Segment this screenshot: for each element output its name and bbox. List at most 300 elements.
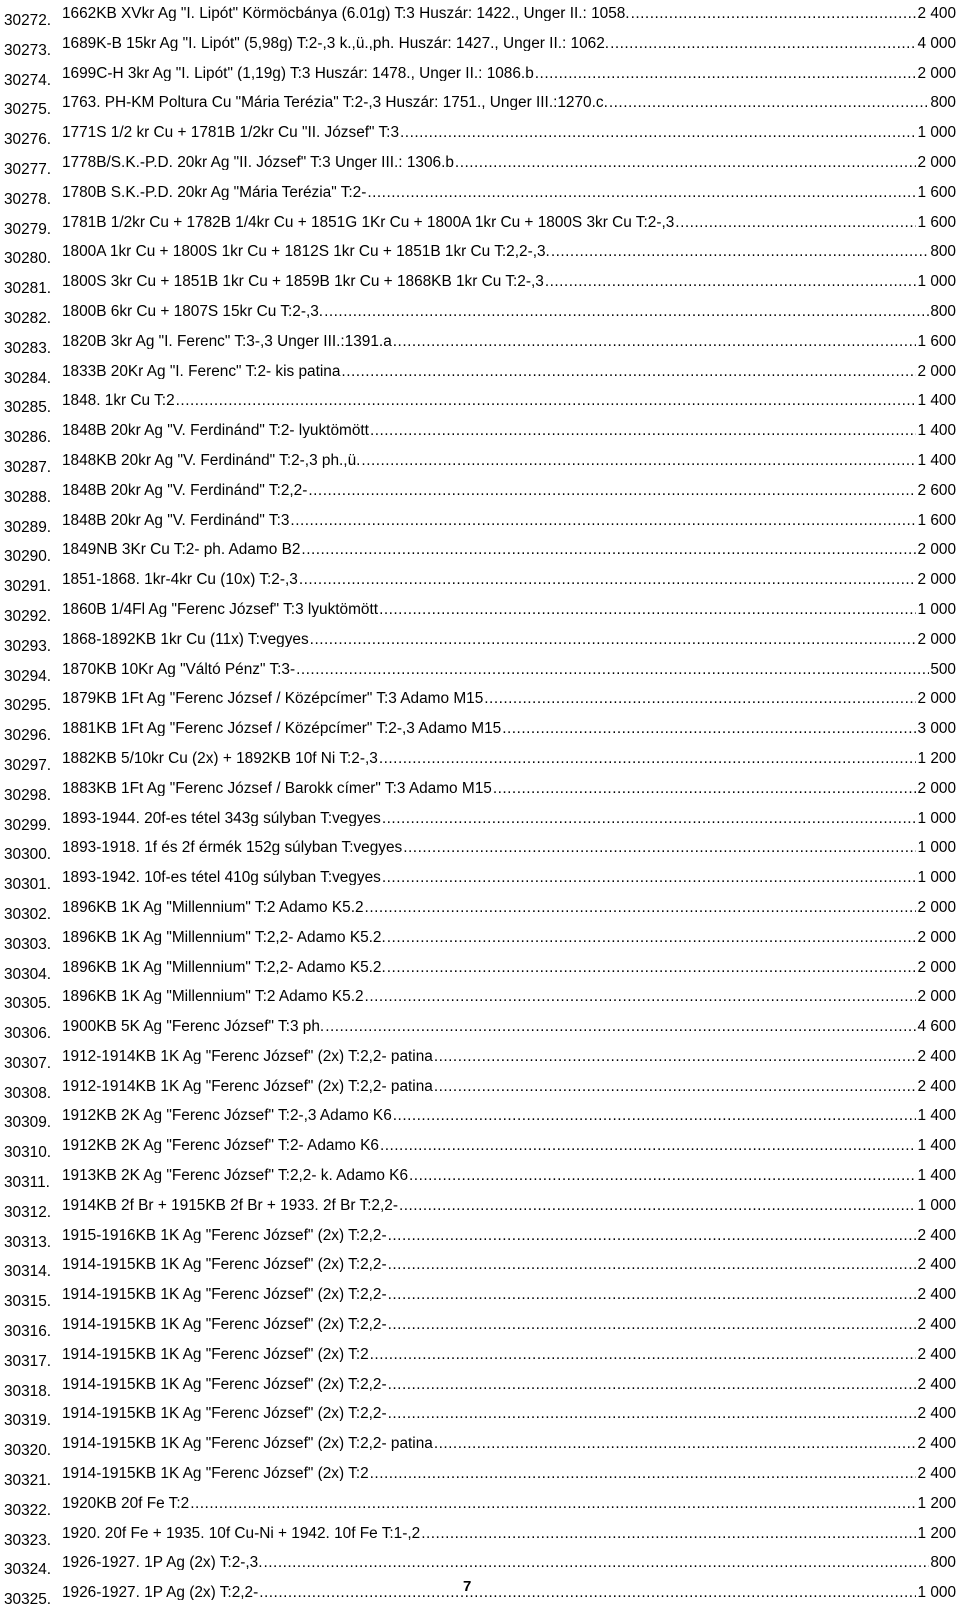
lot-price: 1 000: [917, 274, 956, 290]
lot-price: 1 600: [917, 512, 956, 528]
lot-number: 30282.: [4, 309, 52, 327]
lot-price: 1 000: [917, 840, 956, 856]
lot-price: 800: [930, 95, 956, 111]
lot-number: 30308.: [4, 1084, 52, 1102]
lot-row: [4, 358, 956, 388]
lot-row: [4, 596, 956, 626]
leader-dots: [610, 36, 916, 51]
lot-description: 1926-1927. 1P Ag (2x) T:2,2-: [62, 1585, 259, 1601]
lot-row: [4, 328, 956, 358]
lot-entry: [62, 1377, 956, 1392]
lot-row: [4, 626, 956, 656]
lot-row: [4, 1460, 956, 1490]
lot-price: 2 400: [917, 1287, 956, 1303]
lot-entry: [62, 721, 956, 736]
leader-dots: [299, 572, 917, 587]
lot-price: 2 400: [917, 1048, 956, 1064]
lot-number: 30294.: [4, 667, 52, 685]
lot-price: 1 400: [917, 393, 956, 409]
lot-number: 30275.: [4, 101, 52, 119]
lot-entry: [62, 125, 956, 140]
lot-row: [4, 30, 956, 60]
lot-row: [4, 745, 956, 775]
lot-price: 2 400: [917, 1078, 956, 1094]
lot-number: 30281.: [4, 280, 52, 298]
lot-description: 1893-1944. 20f-es tétel 343g súlyban T:vegyes: [62, 810, 381, 826]
lot-row: [4, 477, 956, 507]
lot-description: 1868-1892KB 1kr Cu (11x) T:vegyes: [62, 631, 309, 647]
lot-number: 30299.: [4, 816, 52, 834]
lot-row: [4, 1311, 956, 1341]
leader-dots: [370, 1347, 917, 1362]
lot-entry: [62, 1526, 956, 1541]
lot-number: 30314.: [4, 1263, 52, 1281]
lot-row: [4, 834, 956, 864]
lot-price: 2 400: [917, 1317, 956, 1333]
lot-number: 30292.: [4, 607, 52, 625]
lot-entry: [62, 870, 956, 885]
leader-dots: [434, 1436, 917, 1451]
lot-entry: [62, 215, 956, 230]
lot-price: 1 000: [917, 601, 956, 617]
lot-price: 1 600: [917, 333, 956, 349]
lot-description: 1689K-B 15kr Ag "I. Lipót" (5,98g) T:2-,3 k.,ü.,ph. Huszár: 1427., Unger II.: 1062.: [62, 35, 610, 51]
lot-number: 30322.: [4, 1501, 52, 1519]
lot-price: 2 400: [917, 1406, 956, 1422]
leader-dots: [370, 423, 917, 438]
leader-dots: [631, 6, 917, 21]
lot-price: 1 200: [917, 750, 956, 766]
leader-dots: [493, 781, 917, 796]
lot-number: 30303.: [4, 935, 52, 953]
lot-price: 4 000: [917, 35, 956, 51]
lot-row: [4, 119, 956, 149]
lot-number: 30311.: [4, 1174, 50, 1192]
lot-number: 30306.: [4, 1025, 52, 1043]
leader-dots: [382, 811, 917, 826]
leader-dots: [190, 1496, 916, 1511]
leader-dots: [484, 691, 916, 706]
lot-description: 1833B 20Kr Ag "I. Ferenc" T:2- kis patina: [62, 363, 341, 379]
leader-dots: [388, 1287, 917, 1302]
lot-entry: [62, 1138, 956, 1153]
lot-description: 1848B 20kr Ag "V. Ferdinánd" T:2- lyuktömött: [62, 423, 369, 439]
lot-description: 1780B S.K.-P.D. 20kr Ag "Mária Terézia" T:2-: [62, 184, 367, 200]
lot-row: [4, 1073, 956, 1103]
lot-description: 1896KB 1K Ag "Millennium" T:2,2- Adamo K5.2.: [62, 959, 386, 975]
lot-description: 1699C-H 3kr Ag "I. Lipót" (1,19g) T:3 Huszár: 1478., Unger II.: 1086.b: [62, 65, 534, 81]
lot-row: [4, 1281, 956, 1311]
lot-number: 30280.: [4, 250, 52, 268]
leader-dots: [551, 244, 930, 259]
lot-entry: [62, 1019, 956, 1034]
lot-price: 2 400: [917, 6, 956, 21]
lot-description: 1820B 3kr Ag "I. Ferenc" T:3-,3 Unger III.:1391.a: [62, 333, 392, 349]
lot-entry: [62, 1079, 956, 1094]
lot-price: 1 200: [917, 1495, 956, 1511]
lot-entry: [62, 1436, 956, 1451]
lot-number: 30273.: [4, 41, 52, 59]
lot-price: 2 400: [917, 1257, 956, 1273]
lot-row: [4, 447, 956, 477]
lot-entry: [62, 930, 956, 945]
leader-dots: [393, 334, 917, 349]
leader-dots: [367, 185, 916, 200]
lot-number: 30319.: [4, 1412, 52, 1430]
lot-entry: [62, 36, 956, 51]
lot-row: [4, 805, 956, 835]
lot-row: [4, 983, 956, 1013]
lot-price: 3 000: [917, 721, 956, 737]
lot-description: 1893-1942. 10f-es tétel 410g súlyban T:vegyes: [62, 870, 381, 886]
leader-dots: [399, 1198, 917, 1213]
lot-description: 1914-1915KB 1K Ag "Ferenc József" (2x) T:2,2-: [62, 1287, 387, 1303]
lot-entry: [62, 602, 956, 617]
lot-number: 30298.: [4, 786, 52, 804]
lot-number: 30321.: [4, 1472, 52, 1490]
leader-dots: [296, 662, 929, 677]
lot-price: 2 000: [917, 899, 956, 915]
lot-number: 30315.: [4, 1293, 52, 1311]
lot-description: 1763. PH-KM Poltura Cu "Mária Terézia" T:2-,3 Huszár: 1751., Unger III.:1270.c.: [62, 95, 608, 111]
leader-dots: [535, 66, 917, 81]
lot-price: 2 400: [917, 1436, 956, 1452]
lot-price: 1 000: [917, 125, 956, 141]
lot-row: [4, 1251, 956, 1281]
leader-dots: [379, 751, 917, 766]
lot-price: 500: [930, 661, 956, 677]
leader-dots: [310, 632, 917, 647]
page-number: 7: [463, 1578, 472, 1595]
lot-entry: [62, 185, 956, 200]
lot-row: [4, 507, 956, 537]
lot-entry: [62, 453, 956, 468]
lot-number: 30290.: [4, 548, 52, 566]
lot-price: 2 000: [917, 65, 956, 81]
lot-entry: [62, 1108, 956, 1123]
lot-price: 2 000: [917, 154, 956, 170]
leader-dots: [388, 1257, 917, 1272]
lot-row: [4, 0, 956, 30]
lot-number: 30279.: [4, 220, 52, 238]
lot-number: 30320.: [4, 1442, 52, 1460]
lot-entry: [62, 1347, 956, 1362]
leader-dots: [324, 304, 929, 319]
leader-dots: [609, 95, 929, 110]
lot-row: [4, 954, 956, 984]
lot-number: 30305.: [4, 995, 52, 1013]
lot-row: [4, 1162, 956, 1192]
leader-dots: [380, 1138, 917, 1153]
leader-dots: [545, 274, 917, 289]
lot-price: 1 400: [917, 1108, 956, 1124]
leader-dots: [434, 1079, 917, 1094]
lot-description: 1771S 1/2 kr Cu + 1781B 1/2kr Cu "II. József" T:3: [62, 125, 400, 141]
lot-number: 30278.: [4, 190, 52, 208]
lot-description: 1893-1918. 1f és 2f érmék 152g súlyban T:vegyes: [62, 840, 403, 856]
lot-description: 1914KB 2f Br + 1915KB 2f Br + 1933. 2f Br T:2,2-: [62, 1197, 398, 1213]
lot-entry: [62, 95, 956, 110]
lot-row: [4, 1400, 956, 1430]
lot-entry: [62, 840, 956, 855]
lot-price: 1 000: [917, 810, 956, 826]
lot-row: [4, 298, 956, 328]
lot-price: 2 400: [917, 1227, 956, 1243]
lot-description: 1900KB 5K Ag "Ferenc József" T:3 ph.: [62, 1019, 325, 1035]
lot-description: 1913KB 2K Ag "Ferenc József" T:2,2- k. Adamo K6: [62, 1168, 409, 1184]
lot-entry: [62, 513, 956, 528]
lot-price: 4 600: [917, 1019, 956, 1035]
leader-dots: [502, 721, 916, 736]
lot-row: [4, 89, 956, 119]
lot-row: [4, 1043, 956, 1073]
lot-number: 30283.: [4, 339, 52, 357]
leader-dots: [675, 215, 916, 230]
lot-price: 2 400: [917, 1346, 956, 1362]
lot-entry: [62, 1555, 956, 1570]
leader-dots: [388, 1228, 917, 1243]
lot-description: 1915-1916KB 1K Ag "Ferenc József" (2x) T:2,2-: [62, 1227, 387, 1243]
lot-entry: [62, 66, 956, 81]
lot-description: 1920KB 20f Fe T:2: [62, 1495, 190, 1511]
lot-entry: [62, 274, 956, 289]
lot-description: 1914-1915KB 1K Ag "Ferenc József" (2x) T:2,2-: [62, 1376, 387, 1392]
lot-description: 1879KB 1Ft Ag "Ferenc József / Középcímer" T:3 Adamo M15: [62, 691, 484, 707]
lot-description: 1849NB 3Kr Cu T:2- ph. Adamo B2: [62, 542, 301, 558]
lot-row: [4, 1549, 956, 1579]
lot-number: 30293.: [4, 637, 52, 655]
lot-entry: [62, 811, 956, 826]
lot-description: 1914-1915KB 1K Ag "Ferenc József" (2x) T:2,2- patina: [62, 1436, 433, 1452]
lot-row: [4, 1371, 956, 1401]
lot-description: 1883KB 1Ft Ag "Ferenc József / Barokk címer" T:3 Adamo M15: [62, 780, 492, 796]
leader-dots: [370, 1466, 917, 1481]
lot-row: [4, 775, 956, 805]
lot-row: [4, 566, 956, 596]
lot-description: 1926-1927. 1P Ag (2x) T:2-,3.: [62, 1555, 263, 1571]
lot-row: [4, 179, 956, 209]
lot-number: 30296.: [4, 727, 52, 745]
lot-row: [4, 864, 956, 894]
lot-number: 30285.: [4, 399, 52, 417]
lot-description: 1851-1868. 1kr-4kr Cu (10x) T:2-,3: [62, 572, 298, 588]
lot-entry: [62, 572, 956, 587]
leader-dots: [264, 1555, 930, 1570]
leader-dots: [403, 840, 916, 855]
leader-dots: [434, 1049, 917, 1064]
lot-description: 1848KB 20kr Ag "V. Ferdinánd" T:2-,3 ph.,ü.: [62, 452, 361, 468]
leader-dots: [400, 125, 916, 140]
lot-description: 1914-1915KB 1K Ag "Ferenc József" (2x) T:2: [62, 1346, 369, 1362]
lot-price: 2 000: [917, 363, 956, 379]
lot-entry: [62, 1228, 956, 1243]
lot-entry: [62, 1406, 956, 1421]
lot-row: [4, 417, 956, 447]
lot-entry: [62, 1257, 956, 1272]
lot-price: 1 400: [917, 1168, 956, 1184]
lot-entry: [62, 304, 956, 319]
lot-row: [4, 1192, 956, 1222]
leader-dots: [301, 542, 916, 557]
lot-number: 30307.: [4, 1054, 52, 1072]
leader-dots: [379, 602, 916, 617]
lot-row: [4, 1102, 956, 1132]
lot-description: 1914-1915KB 1K Ag "Ferenc József" (2x) T:2,2-: [62, 1406, 387, 1422]
leader-dots: [361, 453, 916, 468]
lot-price: 1 200: [917, 1525, 956, 1541]
lot-number: 30316.: [4, 1323, 52, 1341]
lot-description: 1882KB 5/10kr Cu (2x) + 1892KB 10f Ni T:2-,3: [62, 750, 378, 766]
lot-entry: [62, 781, 956, 796]
lot-entry: [62, 393, 956, 408]
leader-dots: [387, 960, 917, 975]
lot-row: [4, 1490, 956, 1520]
lot-entry: [62, 1317, 956, 1332]
leader-dots: [365, 900, 917, 915]
lot-row: [4, 1579, 956, 1609]
lot-entry: [62, 6, 956, 21]
lot-number: 30318.: [4, 1382, 52, 1400]
lot-row: [4, 268, 956, 298]
lot-description: 1914-1915KB 1K Ag "Ferenc József" (2x) T:2,2-: [62, 1317, 387, 1333]
lot-description: 1920. 20f Fe + 1935. 10f Cu-Ni + 1942. 10f Fe T:1-,2: [62, 1525, 421, 1541]
lot-entry: [62, 632, 956, 647]
lot-number: 30317.: [4, 1352, 52, 1370]
lot-number: 30277.: [4, 160, 52, 178]
lot-row: [4, 685, 956, 715]
leader-dots: [176, 393, 917, 408]
leader-dots: [388, 1377, 917, 1392]
lot-description: 1848. 1kr Cu T:2: [62, 393, 175, 409]
leader-dots: [259, 1585, 916, 1600]
leader-dots: [409, 1168, 916, 1183]
lot-entry: [62, 1049, 956, 1064]
lot-description: 1662KB XVkr Ag "I. Lipót" Körmöcbánya (6.01g) T:3 Huszár: 1422., Unger II.: 1058.: [62, 6, 630, 21]
leader-dots: [365, 989, 917, 1004]
lot-number: 30288.: [4, 488, 52, 506]
lot-description: 1848B 20kr Ag "V. Ferdinánd" T:2,2-: [62, 482, 308, 498]
lot-number: 30302.: [4, 905, 52, 923]
leader-dots: [421, 1526, 916, 1541]
lot-row: [4, 1520, 956, 1550]
lot-number: 30309.: [4, 1114, 52, 1132]
lot-entry: [62, 691, 956, 706]
lot-row: [4, 1132, 956, 1162]
lot-number: 30325.: [4, 1591, 52, 1609]
lot-entry: [62, 960, 956, 975]
lot-price: 2 000: [917, 780, 956, 796]
lot-entry: [62, 1168, 956, 1183]
lot-row: [4, 715, 956, 745]
lot-price: 1 600: [917, 184, 956, 200]
lot-number: 30291.: [4, 578, 52, 596]
lot-entry: [62, 155, 956, 170]
lot-number: 30300.: [4, 846, 52, 864]
lot-description: 1781B 1/2kr Cu + 1782B 1/4kr Cu + 1851G 1Kr Cu + 1800A 1kr Cu + 1800S 3kr Cu T:2-,3: [62, 214, 675, 230]
lot-description: 1912KB 2K Ag "Ferenc József" T:2- Adamo K6: [62, 1138, 379, 1154]
lot-price: 800: [930, 244, 956, 260]
lot-description: 1914-1915KB 1K Ag "Ferenc József" (2x) T:2,2-: [62, 1257, 387, 1273]
lot-entry: [62, 1287, 956, 1302]
lot-entry: [62, 334, 956, 349]
lot-row: [4, 238, 956, 268]
lot-price: 2 000: [917, 572, 956, 588]
lot-entry: [62, 364, 956, 379]
lot-number: 30272.: [4, 12, 52, 29]
lot-number: 30297.: [4, 756, 52, 774]
lot-price: 800: [930, 1555, 956, 1571]
lot-description: 1912-1914KB 1K Ag "Ferenc József" (2x) T:2,2- patina: [62, 1048, 433, 1064]
lot-price: 800: [930, 303, 956, 319]
lot-price: 2 000: [917, 542, 956, 558]
lot-row: [4, 1222, 956, 1252]
lot-row: [4, 1341, 956, 1371]
lot-row: [4, 894, 956, 924]
lot-entry: [62, 989, 956, 1004]
lot-price: 2 000: [917, 691, 956, 707]
leader-dots: [455, 155, 917, 170]
lot-number: 30304.: [4, 965, 52, 983]
lot-number: 30312.: [4, 1203, 52, 1221]
leader-dots: [341, 364, 916, 379]
lot-description: 1860B 1/4Fl Ag "Ferenc József" T:3 lyuktömött: [62, 601, 379, 617]
lot-number: 30310.: [4, 1144, 52, 1162]
leader-dots: [387, 930, 917, 945]
lot-entry: [62, 1496, 956, 1511]
lot-row: [4, 209, 956, 239]
lot-price: 1 000: [917, 1585, 956, 1601]
leader-dots: [308, 483, 916, 498]
lot-entry: [62, 542, 956, 557]
lot-price: 1 600: [917, 214, 956, 230]
leader-dots: [382, 870, 917, 885]
lot-number: 30301.: [4, 876, 52, 894]
lot-description: 1800S 3kr Cu + 1851B 1kr Cu + 1859B 1kr Cu + 1868KB 1kr Cu T:2-,3: [62, 274, 544, 290]
lot-price: 1 000: [917, 1197, 956, 1213]
lot-row: [4, 924, 956, 954]
lot-description: 1912-1914KB 1K Ag "Ferenc József" (2x) T:2,2- patina: [62, 1078, 433, 1094]
lot-number: 30313.: [4, 1233, 52, 1251]
leader-dots: [290, 513, 916, 528]
lot-entry: [62, 244, 956, 259]
lot-description: 1800B 6kr Cu + 1807S 15kr Cu T:2-,3.: [62, 303, 324, 319]
lot-number: 30276.: [4, 131, 52, 149]
lot-price: 2 000: [917, 631, 956, 647]
lot-entry: [62, 900, 956, 915]
lot-entry: [62, 423, 956, 438]
lot-entry: [62, 1466, 956, 1481]
lot-description: 1778B/S.K.-P.D. 20kr Ag "II. József" T:3 Unger III.: 1306.b: [62, 154, 454, 170]
lot-description: 1870KB 10Kr Ag "Váltó Pénz" T:3-: [62, 661, 296, 677]
lot-row: [4, 1013, 956, 1043]
lot-number: 30295.: [4, 697, 52, 715]
lot-description: 1896KB 1K Ag "Millennium" T:2,2- Adamo K5.2.: [62, 929, 386, 945]
lot-row: [4, 536, 956, 566]
lot-description: 1800A 1kr Cu + 1800S 1kr Cu + 1812S 1kr Cu + 1851B 1kr Cu T:2,2-,3.: [62, 244, 550, 260]
lot-price: 2 600: [917, 482, 956, 498]
lot-number: 30289.: [4, 518, 52, 536]
lot-number: 30323.: [4, 1531, 52, 1549]
lot-row: [4, 656, 956, 686]
lot-price: 2 400: [917, 1466, 956, 1482]
lot-description: 1848B 20kr Ag "V. Ferdinánd" T:3: [62, 512, 290, 528]
lot-row: [4, 1430, 956, 1460]
lot-list: [4, 0, 956, 1609]
lot-entry: [62, 751, 956, 766]
leader-dots: [393, 1108, 917, 1123]
lot-number: 30274.: [4, 71, 52, 89]
lot-entry: [62, 483, 956, 498]
